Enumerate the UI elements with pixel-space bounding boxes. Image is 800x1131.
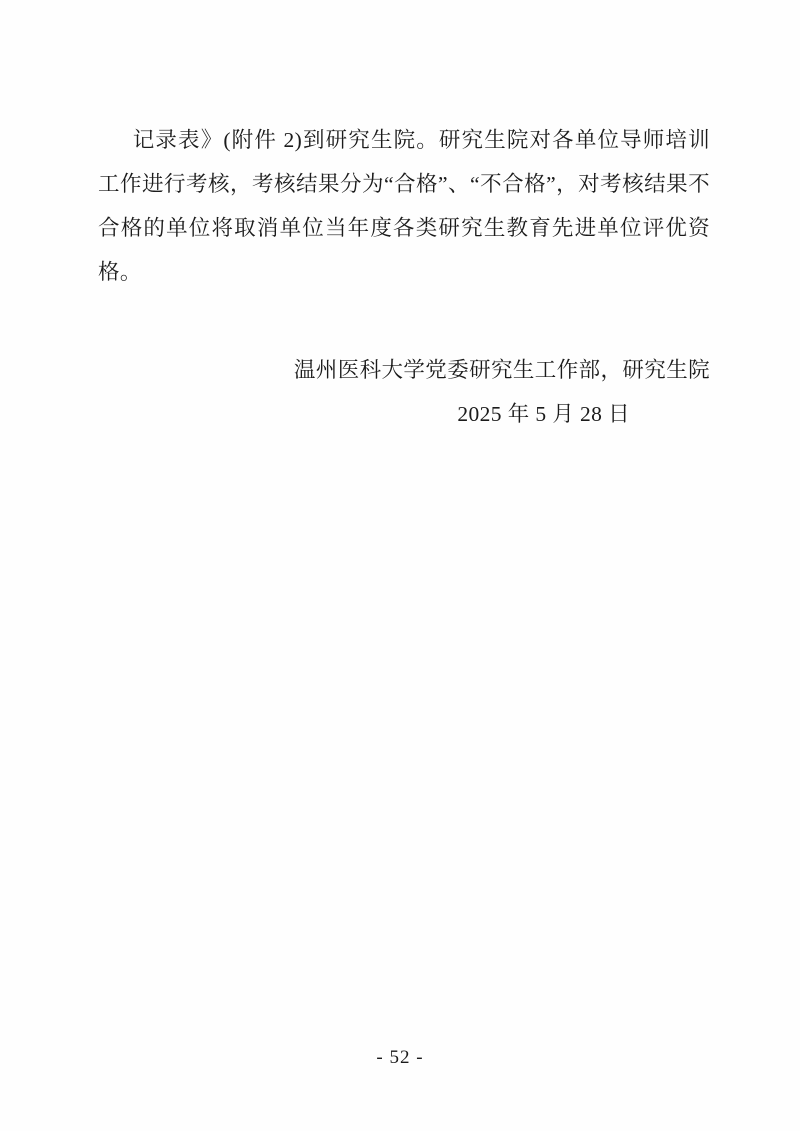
paragraph bbox=[98, 118, 710, 294]
signature-date: 2025 年 5 月 28 日 bbox=[457, 402, 630, 426]
page-number: - 52 - bbox=[376, 1047, 424, 1068]
signature-block bbox=[98, 348, 710, 436]
body-text-block bbox=[98, 118, 710, 294]
paragraph-text: 记录表》(附件 2)到研究生院。研究生院对各单位导师培训工作进行考核，考核结果分为“合格”、“不合格”，对考核结果不合格的单位将取消单位当年度各类研究生教育先进单位评优资格。 bbox=[98, 128, 710, 284]
signature-organization: 温州医科大学党委研究生工作部，研究生院 bbox=[293, 358, 710, 382]
